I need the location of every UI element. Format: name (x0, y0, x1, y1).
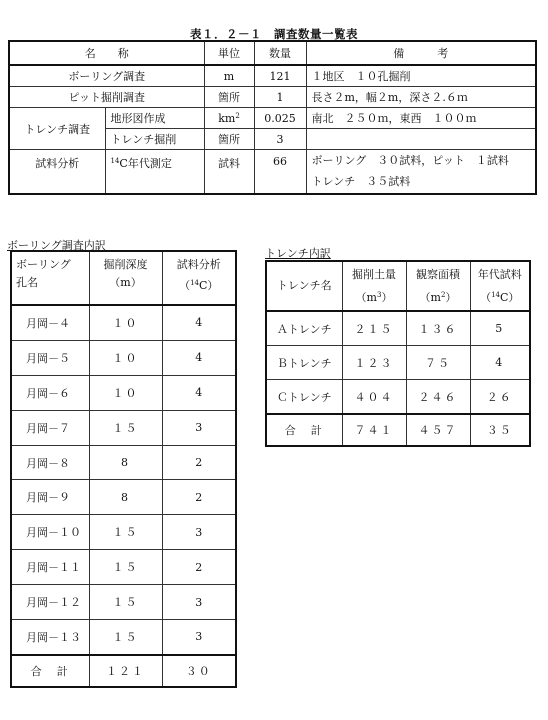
table-row (11, 375, 236, 410)
drill-depth: 8 (89, 480, 162, 515)
sample-count: 2 (162, 550, 236, 585)
drill-depth: １０ (89, 305, 162, 340)
table-row (11, 550, 236, 585)
hole-name: 月岡－５ (11, 340, 89, 375)
row-unit (204, 108, 254, 129)
row-subname: 地形図作成 (105, 108, 204, 129)
hole-name: 月岡－８ (11, 445, 89, 480)
age-samples: 5 (470, 311, 530, 346)
row-note: 南北 ２５０ｍ，東西 １００ｍ (306, 108, 536, 129)
table-row (11, 480, 236, 515)
row-name: ピット掘削調査 (9, 87, 204, 108)
header-line (407, 285, 470, 308)
header-depth (89, 251, 162, 305)
table-row (11, 340, 236, 375)
hole-name: 月岡－１３ (11, 620, 89, 655)
table-row (9, 87, 536, 108)
hole-name: 月岡－６ (11, 375, 89, 410)
subname-text: C年代測定 (119, 157, 172, 170)
hole-name: 月岡－９ (11, 480, 89, 515)
header-line (163, 274, 236, 295)
unit-superscript: 3 (376, 290, 382, 299)
table-row (9, 108, 536, 129)
sample-count: 4 (162, 340, 236, 375)
header-line: 孔名 (16, 276, 38, 289)
total-area: ４５７ (406, 414, 470, 446)
unit-text: km (218, 111, 236, 125)
sample-count: 3 (162, 585, 236, 620)
note-line-1: ボーリング ３０試料，ピット １試料 (311, 154, 509, 168)
hole-name: 月岡－１１ (11, 550, 89, 585)
row-name: 試料分析 (9, 150, 105, 194)
sample-count: 2 (162, 480, 236, 515)
table-row (11, 620, 236, 655)
header-line (343, 285, 406, 308)
boring-table-title: ボーリング調査内訳 (7, 239, 106, 252)
total-row (11, 655, 236, 687)
unit-superscript: 2 (440, 290, 446, 299)
header-line: 観察面積 (416, 267, 460, 281)
header-trench-name: トレンチ名 (266, 261, 342, 311)
row-unit: 試料 (204, 150, 254, 194)
row-unit: m (204, 65, 254, 87)
sample-count: 3 (162, 620, 236, 655)
trench-name: Ａトレンチ (266, 311, 342, 346)
total-volume: ７４１ (342, 414, 406, 446)
boring-rows (11, 305, 236, 655)
observation-area: ７５ (406, 346, 470, 380)
row-qty: 3 (254, 129, 306, 150)
note-line-2: トレンチ ３５試料 (311, 175, 411, 189)
total-depth: １２１ (89, 655, 162, 687)
table-row (11, 515, 236, 550)
hole-name: 月岡－７ (11, 410, 89, 445)
table-header-row (266, 261, 530, 311)
header-line (471, 285, 530, 308)
page-title: 表１．２－１ 調査数量一覧表 (190, 27, 358, 41)
table-row (9, 150, 536, 194)
sample-count: 2 (162, 445, 236, 480)
header-line: 掘削土量 (352, 267, 396, 281)
total-label: 合 計 (266, 414, 342, 446)
table-row (9, 65, 536, 87)
table-row (11, 305, 236, 340)
header-volume (342, 261, 406, 311)
trench-breakdown-table (265, 260, 531, 447)
row-name: トレンチ調査 (9, 108, 105, 150)
header-age-samples (470, 261, 530, 311)
table-row (266, 311, 530, 346)
header-line: 年代試料 (477, 267, 522, 281)
total-label: 合 計 (11, 655, 89, 687)
paren-open: （ (179, 279, 191, 292)
unit-text: C） (199, 279, 219, 292)
header-area (406, 261, 470, 311)
sample-count: 3 (162, 410, 236, 445)
hole-name: 月岡－１０ (11, 515, 89, 550)
hole-name: 月岡－４ (11, 305, 89, 340)
sample-count: 3 (162, 515, 236, 550)
table-row (11, 585, 236, 620)
header-note: 備 考 (306, 41, 536, 65)
survey-quantity-table (8, 40, 537, 195)
row-qty: 66 (254, 150, 306, 194)
drill-depth: １５ (89, 410, 162, 445)
age-samples: ２６ (470, 380, 530, 415)
row-qty: 121 (254, 65, 306, 87)
header-unit: 単位 (204, 41, 254, 65)
total-age: ３５ (470, 414, 530, 446)
isotope-superscript: 14 (491, 290, 500, 299)
drill-depth: １５ (89, 585, 162, 620)
row-note (306, 150, 536, 194)
observation-area: １３６ (406, 311, 470, 346)
header-line: ボーリング (16, 258, 71, 271)
unit-text: （m (419, 290, 441, 304)
header-name: 名 称 (9, 41, 204, 65)
excavation-volume: １２３ (342, 346, 406, 380)
unit-superscript: 2 (235, 111, 240, 120)
sample-count: 4 (162, 375, 236, 410)
row-name: ボーリング調査 (9, 65, 204, 87)
drill-depth: １５ (89, 515, 162, 550)
isotope-superscript: 14 (190, 279, 199, 287)
table-row (11, 410, 236, 445)
row-note: １地区 １０孔掘削 (306, 65, 536, 87)
header-line: 掘削深度 (103, 258, 148, 271)
row-unit: 箇所 (204, 129, 254, 150)
hole-name: 月岡－１２ (11, 585, 89, 620)
trench-name: Ｂトレンチ (266, 346, 342, 380)
paren-open: （ (480, 290, 492, 304)
row-note (306, 129, 536, 150)
paren-close: ） (445, 290, 457, 304)
header-qty: 数量 (254, 41, 306, 65)
row-unit: 箇所 (204, 87, 254, 108)
trench-rows (266, 311, 530, 414)
drill-depth: 8 (89, 445, 162, 480)
header-line: 試料分析 (176, 258, 221, 271)
table-row (266, 346, 530, 380)
total-row (266, 414, 530, 446)
row-subname (105, 150, 204, 194)
drill-depth: １５ (89, 550, 162, 585)
paren-close: ） (381, 290, 393, 304)
observation-area: ２４６ (406, 380, 470, 415)
boring-breakdown-table (10, 250, 237, 688)
trench-table-title: トレンチ内訳 (265, 247, 331, 260)
drill-depth: １５ (89, 620, 162, 655)
header-line: （m） (109, 276, 142, 289)
excavation-volume: ２１５ (342, 311, 406, 346)
row-qty: 1 (254, 87, 306, 108)
row-note: 長さ２m，幅２m，深さ２.６ｍ (306, 87, 536, 108)
table-header-row (11, 251, 236, 305)
table-row (266, 380, 530, 415)
total-samples: ３０ (162, 655, 236, 687)
sample-count: 4 (162, 305, 236, 340)
row-subname: トレンチ掘削 (105, 129, 204, 150)
excavation-volume: ４０４ (342, 380, 406, 415)
header-hole-name (11, 251, 89, 305)
unit-text: （m (355, 290, 377, 304)
header-analysis (162, 251, 236, 305)
age-samples: 4 (470, 346, 530, 380)
row-qty: 0.025 (254, 108, 306, 129)
drill-depth: １０ (89, 340, 162, 375)
table-row (11, 445, 236, 480)
isotope-superscript: 14 (110, 157, 120, 165)
unit-text: C） (500, 290, 520, 304)
table-header-row (9, 41, 536, 65)
trench-name: Ｃトレンチ (266, 380, 342, 415)
drill-depth: １０ (89, 375, 162, 410)
